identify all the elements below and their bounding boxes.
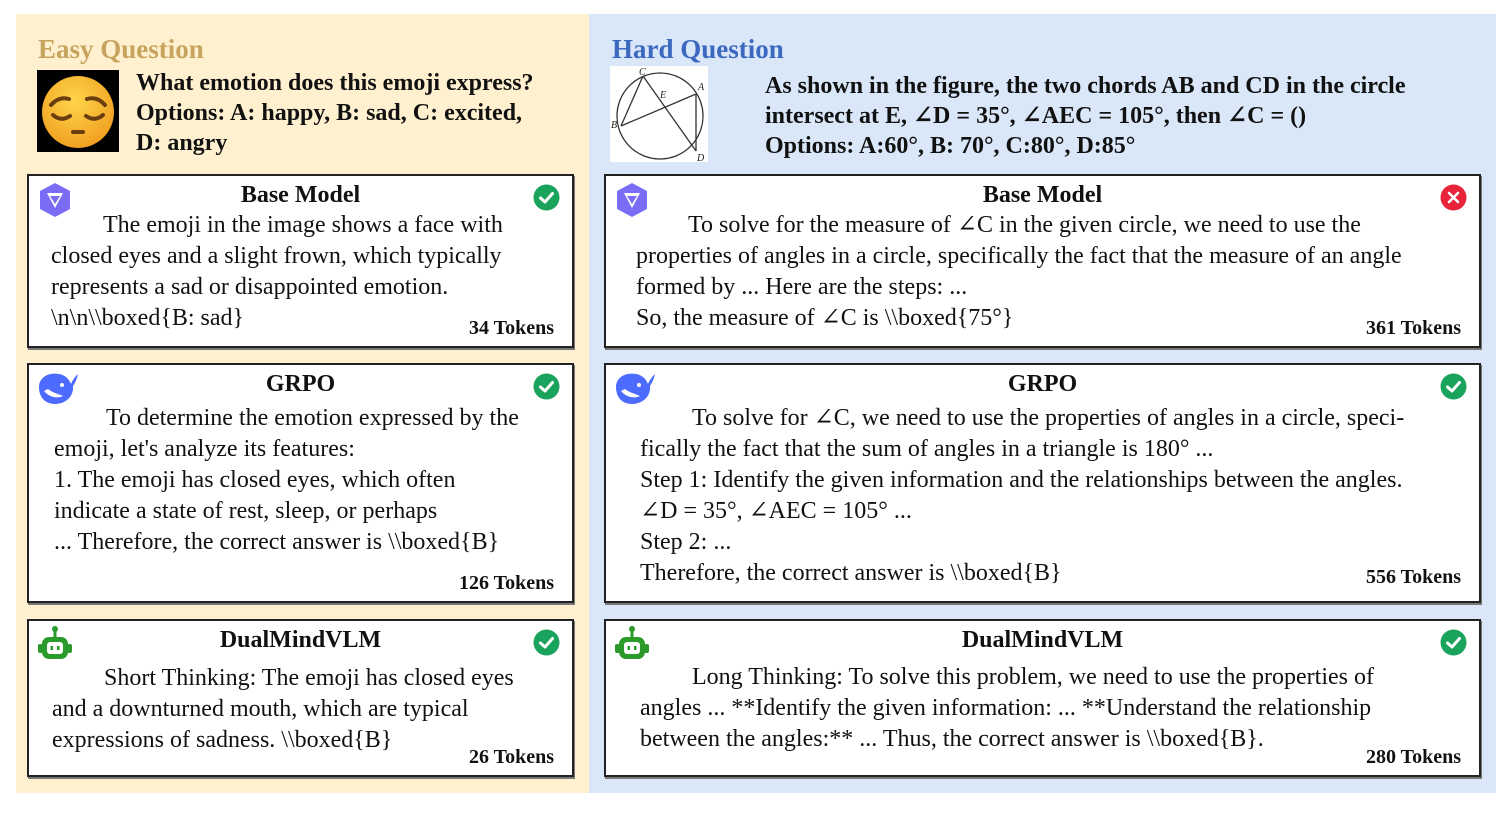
easy-panel-title: Easy Question	[38, 34, 204, 64]
token-count: 556 Tokens	[1365, 566, 1461, 588]
x-circle-icon	[1440, 184, 1467, 211]
card-response-text: To solve for the measure of ∠C in the given circle, we need to use the properties of angles in a circle, specifically the fact that the measure of an angle formed by ... Here are the steps: ... So, the measure of ∠C is \\boxed{75°}	[636, 212, 1402, 331]
svg-text:B: B	[611, 120, 618, 131]
check-circle-icon	[1440, 373, 1467, 400]
token-count: 126 Tokens	[458, 572, 554, 594]
easy-dualmindvlm-card	[27, 619, 574, 777]
geometry-figure-icon	[610, 66, 708, 162]
hard-question-panel	[589, 14, 1496, 793]
hard-grpo-card	[604, 363, 1481, 603]
easy-question-text: What emotion does this emoji express? Options: A: happy, B: sad, C: excited, D: angry	[136, 70, 534, 156]
card-response-text: The emoji in the image shows a face with closed eyes and a slight frown, which typically represents a sad or disappointed emotion. \n\n\\boxed{B: sad}	[51, 212, 503, 331]
sad-emoji-image	[37, 70, 119, 152]
svg-text:A: A	[698, 82, 705, 93]
sad-emoji-icon	[37, 70, 119, 152]
card-response-text: Long Thinking: To solve this problem, we need to use the properties of angles ... **Identify the given information: ... **Understand the relationship between the angles:** ... Thus, the correct answer is \\boxed{B}.	[640, 664, 1374, 752]
svg-text:E: E	[660, 90, 667, 101]
check-circle-icon	[1440, 629, 1467, 656]
hard-base-model-card	[604, 174, 1481, 348]
token-count: 361 Tokens	[1365, 317, 1461, 339]
hard-dualmindvlm-card	[604, 619, 1481, 777]
token-count: 280 Tokens	[1365, 746, 1461, 768]
hard-panel-title: Hard Question	[612, 34, 784, 64]
easy-grpo-card	[27, 363, 574, 603]
token-count: 34 Tokens	[468, 317, 554, 339]
card-response-text: To determine the emotion expressed by the emoji, let's analyze its features: 1. The emoji has closed eyes, which often indicate a state of rest, sleep, or perhaps ... Therefore, the correct answer is \\boxed{B}	[54, 405, 519, 555]
card-title: Base Model	[240, 182, 361, 208]
card-title: GRPO	[265, 371, 336, 397]
svg-text:C: C	[639, 67, 646, 78]
check-circle-icon	[533, 184, 560, 211]
easy-question-panel	[16, 14, 589, 793]
card-title: DualMindVLM	[219, 627, 382, 653]
check-circle-icon	[533, 373, 560, 400]
card-title: GRPO	[1007, 371, 1078, 397]
svg-text:D: D	[697, 153, 705, 162]
check-circle-icon	[533, 629, 560, 656]
card-title: DualMindVLM	[961, 627, 1124, 653]
card-response-text: Short Thinking: The emoji has closed eyes and a downturned mouth, which are typical expressions of sadness. \\boxed{B}	[52, 665, 514, 753]
card-title: Base Model	[982, 182, 1103, 208]
token-count: 26 Tokens	[468, 746, 554, 768]
hard-question-text: As shown in the figure, the two chords AB and CD in the circle intersect at E, ∠D = 35°, ∠AEC = 105°, then ∠C = () Options: A:60°, B: 70°, C:80°, D:85°	[765, 73, 1406, 159]
circle-chords-figure	[610, 66, 708, 162]
card-response-text: To solve for ∠C, we need to use the properties of angles in a circle, speci- fically the fact that the sum of angles in a triangle is 180° ... Step 1: Identify the given information and the relationships between the angles. ∠D = 35°, ∠AEC = 105° ... Step 2: ... Therefore, the correct answer is \\boxed{B}	[640, 405, 1405, 586]
easy-base-model-card	[27, 174, 574, 348]
